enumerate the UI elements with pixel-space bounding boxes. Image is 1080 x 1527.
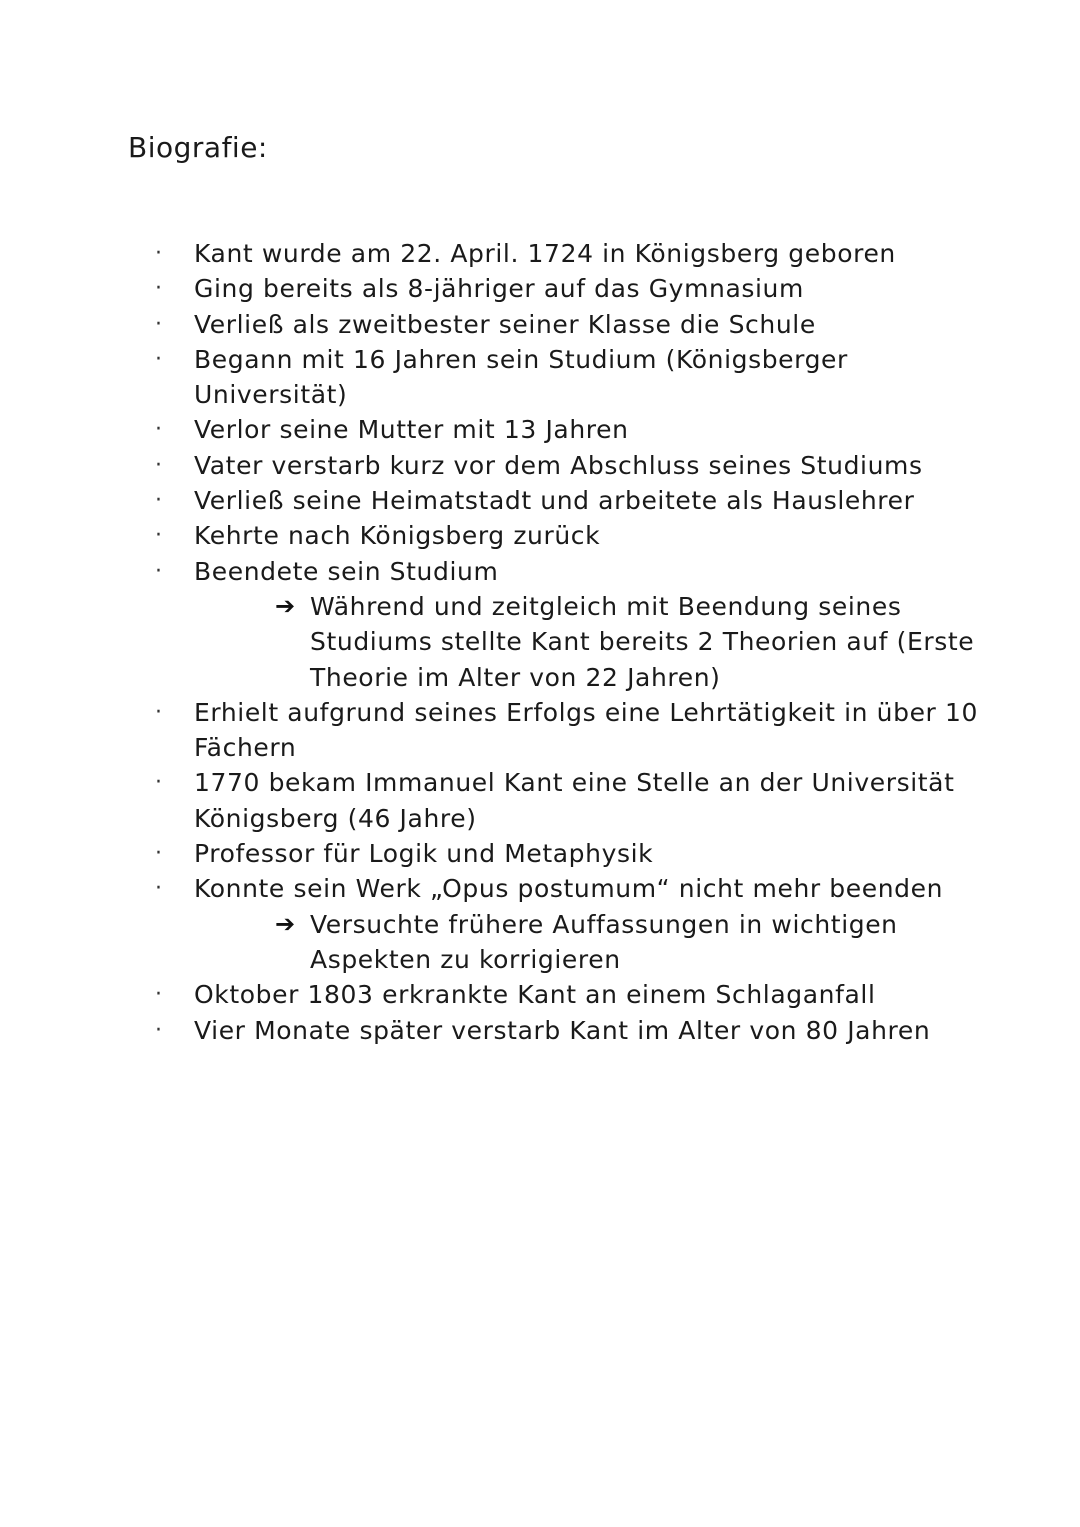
bullet-icon: · <box>155 346 163 372</box>
list-item <box>0 342 1080 413</box>
bullet-icon: · <box>155 452 163 478</box>
list-item-text: Professor für Logik und Metaphysik <box>194 839 654 869</box>
bullet-icon: · <box>155 311 163 337</box>
list-item-text: Kant wurde am 22. April. 1724 in Königsberg geboren <box>194 239 896 268</box>
list-item <box>0 836 1080 871</box>
list-item-text: Kehrte nach Königsberg zurück <box>194 521 601 551</box>
bullet-icon: · <box>155 241 163 266</box>
bullet-icon: · <box>155 982 163 1008</box>
sub-list-item <box>0 589 1080 695</box>
list-item-text: 1770 bekam Immanuel Kant eine Stelle an der Universität Königsberg (46 Jahre) <box>194 768 955 833</box>
list-item <box>0 695 1080 766</box>
list-item <box>0 554 1080 589</box>
sub-list-item-text: Während und zeitgleich mit Beendung seines Studiums stellte Kant bereits 2 Theorien auf (Erste Theorie im Alter von 22 Jahren) <box>310 591 975 692</box>
list-item-text: Vater verstarb kurz vor dem Abschluss seines Studiums <box>194 450 923 480</box>
list-item-text: Verließ seine Heimatstadt und arbeitete als Hauslehrer <box>194 486 915 516</box>
list-item-text: Vier Monate später verstarb Kant im Alter von 80 Jahren <box>194 1015 931 1045</box>
bullet-icon: · <box>155 770 163 796</box>
arrow-right-icon: ➔ <box>275 591 296 620</box>
list-item <box>0 871 1080 906</box>
bullet-icon: · <box>155 1017 163 1043</box>
list-item-text: Oktober 1803 erkrankte Kant an einem Schlaganfall <box>194 980 876 1010</box>
page-title: Biografie: <box>128 131 268 164</box>
list-item-text: Verließ als zweitbester seiner Klasse die Schule <box>194 309 816 339</box>
list-item <box>0 518 1080 553</box>
list-item <box>0 271 1080 306</box>
list-item <box>0 977 1080 1012</box>
bullet-icon: · <box>155 417 163 443</box>
bullet-icon: · <box>155 558 163 584</box>
bullet-icon: · <box>155 841 163 867</box>
list-item-text: Verlor seine Mutter mit 13 Jahren <box>194 415 629 445</box>
list-item <box>0 765 1080 836</box>
bullet-icon: · <box>155 276 163 302</box>
list-item-text: Ging bereits als 8-jähriger auf das Gymnasium <box>194 274 804 304</box>
list-item <box>0 1013 1080 1048</box>
arrow-right-icon: ➔ <box>275 909 296 938</box>
sub-list-item-text: Versuchte frühere Auffassungen in wichtigen Aspekten zu korrigieren <box>310 909 898 974</box>
list-item <box>0 307 1080 342</box>
list-item-text: Begann mit 16 Jahren sein Studium (Königsberger Universität) <box>194 344 848 410</box>
list-item <box>0 483 1080 518</box>
list-item <box>0 448 1080 483</box>
list-item <box>0 412 1080 447</box>
list-item-text: Erhielt aufgrund seines Erfolgs eine Lehrtätigkeit in über 10 Fächern <box>194 697 978 763</box>
sub-list-item <box>0 907 1080 978</box>
list-item-text: Konnte sein Werk „Opus postumum“ nicht mehr beenden <box>194 874 944 904</box>
biography-list <box>0 236 1080 1048</box>
bullet-icon: · <box>155 876 163 902</box>
list-item <box>0 236 1080 271</box>
bullet-icon: · <box>155 488 163 514</box>
bullet-icon: · <box>155 699 163 725</box>
list-item-text: Beendete sein Studium <box>194 556 499 586</box>
bullet-icon: · <box>155 523 163 549</box>
